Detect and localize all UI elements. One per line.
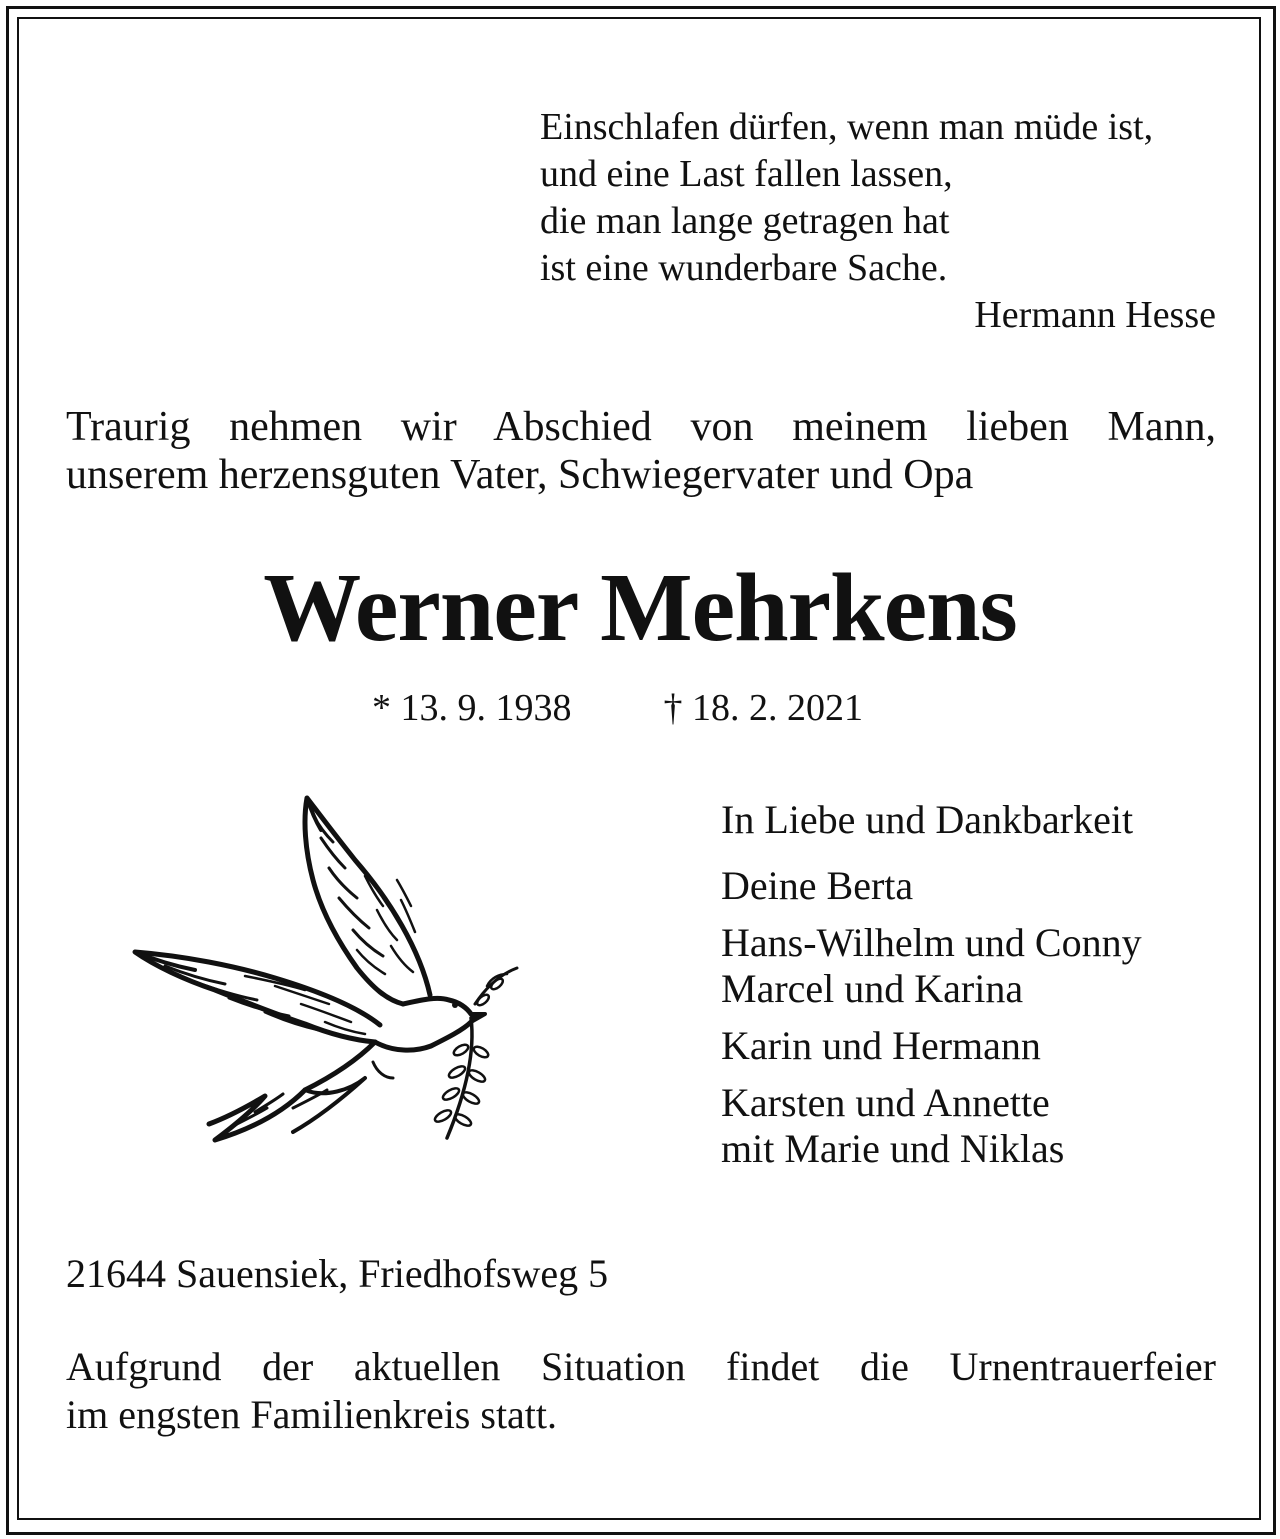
family-member: Karin und Hermann bbox=[721, 1023, 1041, 1068]
intro-line: Traurig nehmen wir Abschied von meinem lieben Mann, bbox=[66, 404, 1216, 450]
intro-text bbox=[66, 403, 1216, 499]
life-dates bbox=[372, 684, 863, 732]
dove-with-olive-branch-icon bbox=[125, 790, 525, 1150]
address: 21644 Sauensiek, Friedhofsweg 5 bbox=[66, 1251, 609, 1296]
poem-line: Einschlafen dürfen, wenn man müde ist, bbox=[540, 106, 1154, 148]
deceased-name: Werner Mehrkens bbox=[263, 554, 1017, 662]
family-member: mit Marie und Niklas bbox=[721, 1126, 1065, 1171]
family-member: Hans-Wilhelm und Conny bbox=[721, 920, 1142, 965]
intro-line: unserem herzensguten Vater, Schwiegervater und Opa bbox=[66, 452, 974, 498]
family-group bbox=[721, 863, 1241, 909]
poem-quote bbox=[540, 104, 1216, 339]
poem-author: Hermann Hesse bbox=[974, 294, 1216, 336]
family-group bbox=[721, 920, 1241, 1012]
birth-date: * 13. 9. 1938 bbox=[372, 687, 572, 729]
notice-line: im engsten Familienkreis statt. bbox=[66, 1392, 558, 1437]
poem-line: ist eine wunderbare Sache. bbox=[540, 247, 948, 289]
family-group bbox=[721, 1080, 1241, 1172]
notice-line: Aufgrund der aktuellen Situation findet die Urnentrauerfeier bbox=[66, 1344, 1216, 1389]
poem-line: und eine Last fallen lassen, bbox=[540, 153, 953, 195]
family-member: Deine Berta bbox=[721, 863, 914, 908]
family-signatures bbox=[721, 797, 1241, 1183]
family-heading: In Liebe und Dankbarkeit bbox=[721, 797, 1134, 842]
family-member: Karsten und Annette bbox=[721, 1080, 1050, 1125]
family-group bbox=[721, 1023, 1241, 1069]
funeral-notice bbox=[66, 1343, 1216, 1439]
death-date: † 18. 2. 2021 bbox=[663, 687, 863, 729]
poem-line: die man lange getragen hat bbox=[540, 200, 950, 242]
family-member: Marcel und Karina bbox=[721, 966, 1024, 1011]
